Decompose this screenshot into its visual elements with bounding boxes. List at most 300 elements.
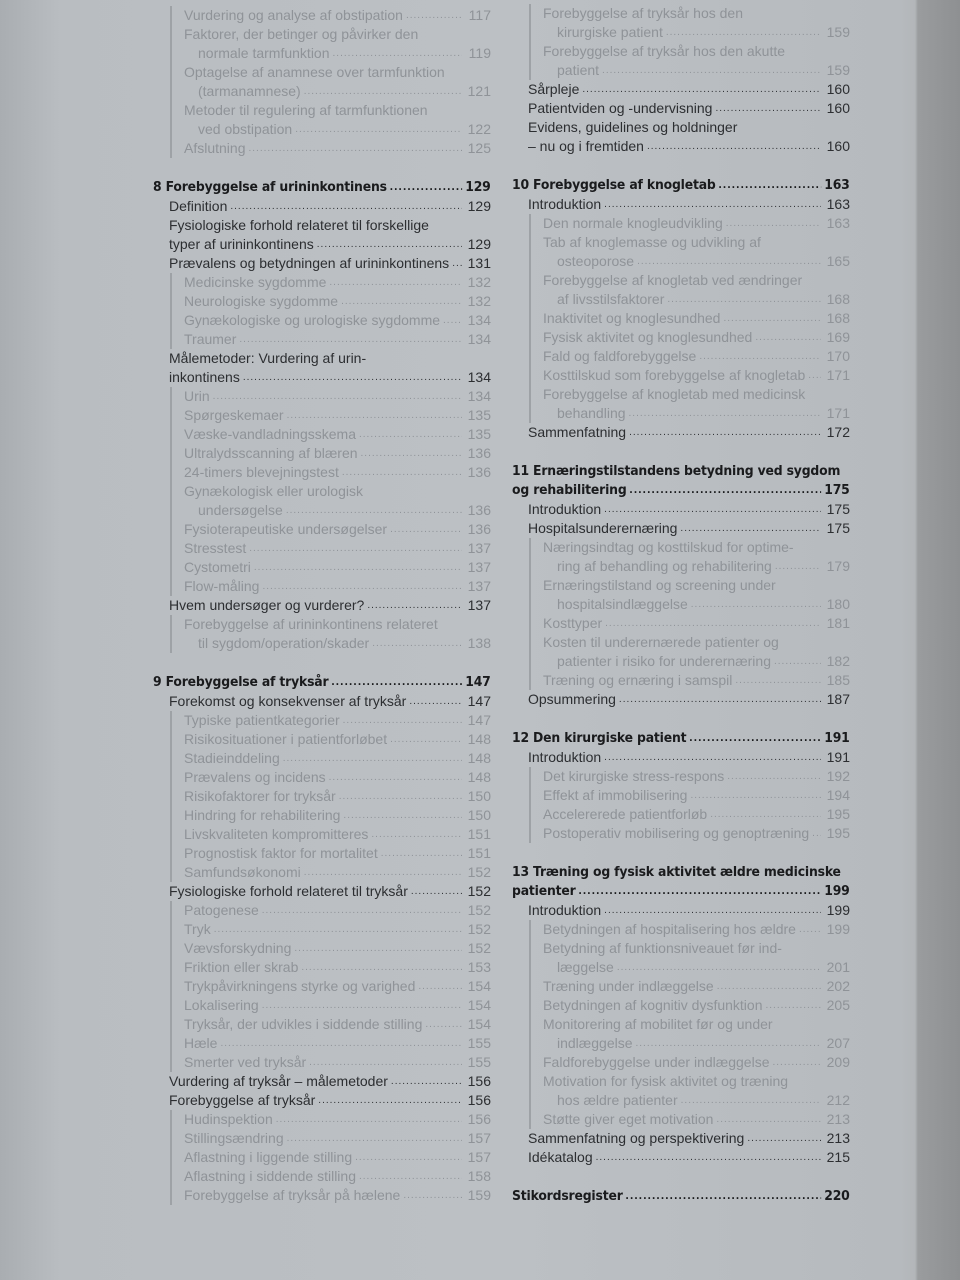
toc-page-number: 172: [826, 424, 850, 440]
toc-entry-title: Forebyggelse af tryksår hos den akutte: [543, 43, 786, 59]
toc-page-number: 159: [826, 62, 850, 78]
toc-page-number: 158: [467, 1168, 491, 1184]
toc-entry-title: Tryksår, der udvikles i siddende stilling: [184, 1016, 423, 1032]
toc-page-number: 205: [826, 997, 850, 1013]
toc-page-number: 191: [824, 730, 850, 746]
toc-page-number: 220: [824, 1188, 850, 1204]
toc-entry-line: [184, 501, 491, 520]
toc-page-number: 175: [826, 501, 850, 517]
toc-page-number: 175: [824, 482, 850, 498]
dot-leader: [283, 749, 462, 768]
dot-leader: [602, 61, 821, 80]
toc-entry-title: Fysiologiske forhold relateret til tryksår: [169, 883, 408, 899]
dot-leader: [406, 6, 462, 25]
toc-entry-line: [184, 939, 491, 958]
toc-entry-line: [184, 901, 491, 920]
toc-entry-title: Hvem undersøger og vurderer?: [169, 597, 365, 613]
toc-entry-line: [543, 4, 850, 23]
toc-entry-line: [512, 882, 850, 901]
toc-entry-line: [543, 366, 850, 385]
dot-leader: [605, 614, 821, 633]
toc-section-entry: [512, 500, 850, 519]
toc-entry-title: Hindring for rehabilitering: [184, 807, 341, 823]
dot-leader: [629, 404, 821, 423]
dot-leader: [304, 863, 462, 882]
dot-leader: [808, 366, 821, 385]
toc-page-number: 122: [467, 121, 491, 137]
dot-leader: [629, 423, 821, 442]
toc-entry-title: Ultralydsscanning af blæren: [184, 445, 358, 461]
toc-entry-line: [184, 539, 491, 558]
toc-entry-title: osteoporose: [557, 253, 635, 269]
dot-leader: [619, 690, 821, 709]
toc-entry-line: [512, 729, 850, 748]
toc-entry-line: [184, 63, 491, 82]
dot-leader: [329, 768, 462, 787]
toc-page-number: 148: [467, 769, 491, 785]
toc-entry-title: 10 Forebyggelse af knogletab: [512, 177, 716, 193]
toc-section-entry: [153, 692, 491, 711]
toc-entry-title: Stillingsændring: [184, 1130, 284, 1146]
toc-entry-line: [184, 1053, 491, 1072]
dot-leader: [390, 730, 462, 749]
dot-leader: [329, 273, 462, 292]
toc-entry-title: Stresstest: [184, 540, 247, 556]
dot-leader: [359, 425, 462, 444]
dot-leader: [617, 958, 821, 977]
dot-leader: [249, 539, 462, 558]
dot-leader: [747, 1129, 821, 1148]
toc-section-entry: [153, 1091, 491, 1110]
toc-entry-line: [184, 806, 491, 825]
toc-chapter-entry: [512, 863, 850, 901]
toc-entry-title: Optagelse af anamnese over tarmfunktion: [184, 64, 445, 80]
toc-chapter-entry: [512, 176, 850, 195]
toc-page-number: 152: [467, 940, 491, 956]
toc-entry-title: Betydningen af hospitalisering hos ældre: [543, 921, 796, 937]
toc-entry-line: [184, 387, 491, 406]
toc-page-number: 152: [467, 883, 491, 899]
toc-entry-line: [528, 519, 850, 538]
toc-subsection-entry: [170, 1129, 491, 1148]
toc-entry-line: [543, 557, 850, 576]
dot-leader: [343, 806, 462, 825]
toc-section-entry: [512, 1129, 850, 1148]
toc-subsection-entry: [529, 805, 850, 824]
dot-leader: [248, 139, 462, 158]
toc-page-number: 154: [467, 1016, 491, 1032]
toc-entry-title: Afslutning: [184, 140, 246, 156]
toc-page-number: 213: [826, 1130, 850, 1146]
toc-entry-title: Typiske patientkategorier: [184, 712, 340, 728]
toc-subsection-entry: [170, 939, 491, 958]
dot-leader: [710, 805, 821, 824]
toc-entry-line: [543, 252, 850, 271]
toc-subsection-entry: [529, 538, 850, 576]
dot-leader: [333, 44, 462, 63]
toc-subsection-entry: [170, 406, 491, 425]
toc-entry-title: Sammenfatning: [528, 424, 627, 440]
toc-entry-title: Kosten til underernærede patienter og: [543, 634, 779, 650]
toc-entry-line: [543, 633, 850, 652]
toc-subsection-entry: [170, 920, 491, 939]
dot-leader: [276, 1110, 462, 1129]
toc-page-number: 134: [467, 331, 491, 347]
toc-page-number: 148: [467, 750, 491, 766]
toc-entry-title: Hospitalsunderernæring: [528, 520, 678, 536]
toc-entry-title: Prævalens og incidens: [184, 769, 326, 785]
toc-entry-line: [184, 996, 491, 1015]
toc-subsection-entry: [170, 615, 491, 653]
toc-entry-title: Træning og ernæring i samspil: [543, 672, 733, 688]
dot-leader: [381, 844, 462, 863]
toc-page-number: 213: [826, 1111, 850, 1127]
toc-page-number: 157: [467, 1149, 491, 1165]
toc-page-number: 125: [467, 140, 491, 156]
toc-page-number: 137: [467, 578, 491, 594]
toc-page-number: 147: [467, 693, 491, 709]
toc-page-number: 179: [826, 558, 850, 574]
toc-entry-line: [528, 690, 850, 709]
dot-leader: [359, 1167, 462, 1186]
toc-entry-line: [528, 99, 850, 118]
toc-subsection-entry: [170, 330, 491, 349]
toc-entry-title: og rehabilitering: [512, 482, 627, 498]
dot-leader: [755, 328, 821, 347]
dot-leader: [637, 252, 821, 271]
toc-page-number: 156: [467, 1111, 491, 1127]
toc-section-entry: [153, 349, 491, 387]
toc-section-entry: [512, 99, 850, 118]
toc-page-number: 134: [467, 312, 491, 328]
toc-entry-title: Vurdering og analyse af obstipation: [184, 7, 403, 23]
toc-entry-title: Inaktivitet og knoglesundhed: [543, 310, 721, 326]
toc-entry-line: [153, 673, 491, 692]
toc-page-number: 119: [468, 45, 491, 61]
toc-page-number: 121: [467, 83, 491, 99]
toc-entry-title: Traumer: [184, 331, 237, 347]
toc-entry-line: [184, 634, 491, 653]
toc-subsection-entry: [529, 309, 850, 328]
toc-subsection-entry: [529, 233, 850, 271]
toc-subsection-entry: [170, 730, 491, 749]
toc-entry-line: [184, 1110, 491, 1129]
dot-leader: [342, 463, 462, 482]
toc-entry-line: [543, 1110, 850, 1129]
toc-page-number: 150: [467, 788, 491, 804]
toc-entry-line: [184, 787, 491, 806]
toc-entry-line: [543, 652, 850, 671]
toc-subsection-entry: [170, 539, 491, 558]
toc-entry-title: Støtte giver eget motivation: [543, 1111, 714, 1127]
toc-entry-line: [512, 462, 850, 481]
dot-leader: [295, 120, 462, 139]
toc-entry-title: 8 Forebyggelse af urininkontinens: [153, 179, 387, 195]
toc-entry-line: [184, 558, 491, 577]
toc-entry-line: [543, 23, 850, 42]
toc-entry-line: [184, 463, 491, 482]
toc-entry-line: [184, 1015, 491, 1034]
toc-subsection-entry: [529, 347, 850, 366]
toc-entry-line: [169, 197, 491, 216]
toc-entry-line: [543, 805, 850, 824]
toc-subsection-entry: [170, 463, 491, 482]
toc-section-entry: [153, 254, 491, 273]
toc-subsection-entry: [170, 1148, 491, 1167]
toc-entry-line: [528, 80, 850, 99]
toc-entry-title: Friktion eller skrab: [184, 959, 299, 975]
dot-leader: [371, 825, 462, 844]
toc-page-number: 187: [826, 691, 850, 707]
toc-subsection-entry: [170, 1034, 491, 1053]
toc-entry-title: læggelse: [557, 959, 614, 975]
toc-entry-title: Stikordsregister: [512, 1188, 623, 1204]
toc-entry-title: Motivation for fysisk aktivitet og træning: [543, 1073, 789, 1089]
toc-chapter-entry: [153, 673, 491, 692]
toc-subsection-entry: [170, 558, 491, 577]
toc-entry-title: Betydningen af kognitiv dysfunktion: [543, 997, 763, 1013]
toc-subsection-entry: [529, 977, 850, 996]
dot-leader: [409, 692, 462, 711]
toc-page-number: 160: [826, 100, 850, 116]
toc-entry-title: Metoder til regulering af tarmfunktionen: [184, 102, 428, 118]
dot-leader: [341, 292, 462, 311]
toc-page-number: 168: [826, 310, 850, 326]
toc-entry-title: Forebyggelse af tryksår på hælene: [184, 1187, 401, 1203]
toc-page-number: 138: [467, 635, 491, 651]
toc-entry-title: Introduktion: [528, 749, 602, 765]
toc-entry-line: [528, 423, 850, 442]
toc-entry-line: [169, 349, 491, 368]
toc-section-entry: [153, 197, 491, 216]
toc-page-number: 159: [826, 24, 850, 40]
toc-entry-line: [543, 214, 850, 233]
toc-subsection-entry: [170, 444, 491, 463]
toc-entry-line: [169, 254, 491, 273]
toc-entry-title: Fysioterapeutiske undersøgelser: [184, 521, 388, 537]
dot-leader: [604, 748, 821, 767]
toc-subsection-entry: [529, 576, 850, 614]
dot-leader: [343, 711, 462, 730]
toc-section-entry: [512, 901, 850, 920]
toc-entry-title: hospitalsindlæggelse: [557, 596, 688, 612]
toc-entry-title: typer af urininkontinens: [169, 236, 314, 252]
dot-leader: [287, 406, 462, 425]
toc-entry-line: [169, 235, 491, 254]
toc-chapter-entry: [512, 1187, 850, 1206]
dot-leader: [304, 82, 462, 101]
toc-entry-title: Opsummering: [528, 691, 616, 707]
toc-entry-line: [543, 958, 850, 977]
toc-page-number: 154: [467, 978, 491, 994]
toc-entry-line: [543, 347, 850, 366]
dot-leader: [582, 80, 821, 99]
dot-leader: [723, 309, 821, 328]
toc-page-number: 154: [467, 997, 491, 1013]
toc-page-number: 165: [826, 253, 850, 269]
dot-leader: [214, 920, 462, 939]
toc-entry-line: [184, 863, 491, 882]
toc-entry-title: behandling: [557, 405, 626, 421]
toc-subsection-entry: [170, 863, 491, 882]
toc-entry-title: Forebyggelse af tryksår: [169, 1092, 316, 1108]
toc-entry-line: [543, 1091, 850, 1110]
toc-entry-title: Introduktion: [528, 501, 602, 517]
dot-leader: [774, 652, 821, 671]
toc-entry-line: [184, 958, 491, 977]
toc-entry-line: [543, 996, 850, 1015]
toc-column-left: [153, 6, 491, 1205]
toc-entry-title: Forebyggelse af urininkontinens relateret: [184, 616, 438, 632]
toc-entry-line: [528, 1148, 850, 1167]
dot-leader: [254, 558, 462, 577]
toc-entry-line: [184, 139, 491, 158]
toc-subsection-entry: [529, 671, 850, 690]
dot-leader: [691, 595, 821, 614]
toc-page-number: 137: [467, 540, 491, 556]
toc-entry-line: [543, 385, 850, 404]
toc-entry-line: [543, 977, 850, 996]
dot-leader: [812, 824, 821, 843]
toc-section-entry: [153, 216, 491, 254]
toc-chapter-entry: [153, 178, 491, 197]
toc-entry-title: Postoperativ mobilisering og genoptræning: [543, 825, 810, 841]
toc-section-entry: [512, 519, 850, 538]
dot-leader: [578, 882, 821, 901]
toc-entry-line: [528, 137, 850, 156]
toc-page-number: 155: [467, 1054, 491, 1070]
toc-entry-line: [169, 882, 491, 901]
toc-subsection-entry: [529, 824, 850, 843]
dot-leader: [213, 387, 462, 406]
toc-entry-line: [543, 271, 850, 290]
toc-entry-line: [184, 425, 491, 444]
toc-page-number: 180: [826, 596, 850, 612]
toc-page-number: 137: [467, 559, 491, 575]
dot-leader: [718, 176, 821, 195]
toc-entry-title: ved obstipation: [198, 121, 293, 137]
toc-entry-title: Introduktion: [528, 196, 602, 212]
toc-section-entry: [512, 690, 850, 709]
toc-page-number: 136: [467, 445, 491, 461]
dot-leader: [452, 254, 462, 273]
toc-entry-line: [184, 406, 491, 425]
toc-entry-title: patienter: [512, 883, 576, 899]
dot-leader: [690, 786, 821, 805]
toc-page-number: 160: [826, 138, 850, 154]
toc-page-number: 156: [467, 1073, 491, 1089]
toc-entry-title: Definition: [169, 198, 228, 214]
dot-leader: [775, 557, 821, 576]
dot-leader: [604, 195, 821, 214]
toc-entry-title: Prognostisk faktor for mortalitet: [184, 845, 378, 861]
toc-page-number: 129: [467, 198, 491, 214]
toc-entry-title: Idékatalog: [528, 1149, 593, 1165]
toc-page-number: 199: [826, 902, 850, 918]
toc-entry-title: Vævsforskydning: [184, 940, 292, 956]
toc-subsection-entry: [170, 1053, 491, 1072]
toc-entry-title: Effekt af immobilisering: [543, 787, 688, 803]
toc-page-number: 201: [826, 959, 850, 975]
toc-page-number: 182: [826, 653, 850, 669]
toc-page-number: 132: [467, 274, 491, 290]
toc-entry-line: [528, 195, 850, 214]
toc-entry-line: [184, 25, 491, 44]
dot-leader: [735, 671, 821, 690]
toc-entry-title: Lokalisering: [184, 997, 259, 1013]
toc-subsection-entry: [170, 1110, 491, 1129]
toc-page-number: 156: [467, 1092, 491, 1108]
toc-entry-line: [184, 844, 491, 863]
toc-entry-line: [169, 1072, 491, 1091]
toc-entry-line: [543, 786, 850, 805]
toc-entry-line: [184, 749, 491, 768]
dot-leader: [604, 500, 821, 519]
toc-entry-title: Træning under indlæggelse: [543, 978, 714, 994]
dot-leader: [629, 481, 821, 500]
toc-entry-line: [184, 615, 491, 634]
toc-entry-line: [543, 939, 850, 958]
toc-entry-line: [153, 178, 491, 197]
toc-page-number: 171: [826, 405, 850, 421]
toc-entry-title: Samfundsøkonomi: [184, 864, 301, 880]
toc-subsection-entry: [529, 1015, 850, 1053]
toc-entry-line: [184, 1148, 491, 1167]
toc-entry-title: Neurologiske sygdomme: [184, 293, 339, 309]
toc-subsection-entry: [529, 1110, 850, 1129]
toc-entry-title: kirurgiske patient: [557, 24, 663, 40]
toc-entry-line: [528, 901, 850, 920]
toc-entry-title: patient: [557, 62, 600, 78]
toc-entry-line: [543, 309, 850, 328]
toc-entry-title: Fysisk aktivitet og knoglesundhed: [543, 329, 753, 345]
toc-entry-line: [512, 863, 850, 882]
toc-entry-line: [184, 6, 491, 25]
toc-section-entry: [153, 1072, 491, 1091]
toc-entry-title: Fysiologiske forhold relateret til forskellige: [169, 217, 429, 233]
dot-leader: [666, 23, 821, 42]
toc-column-right: [512, 4, 850, 1206]
toc-entry-line: [543, 1072, 850, 1091]
toc-page-number: 134: [467, 388, 491, 404]
toc-subsection-entry: [529, 786, 850, 805]
toc-page-number: 175: [826, 520, 850, 536]
dot-leader: [309, 1053, 462, 1072]
toc-entry-title: Gynækologiske og urologiske sygdomme: [184, 312, 441, 328]
toc-entry-line: [543, 1053, 850, 1072]
toc-entry-title: Introduktion: [528, 902, 602, 918]
toc-page-number: 155: [467, 1035, 491, 1051]
toc-chapter-entry: [512, 462, 850, 500]
toc-section-entry: [153, 882, 491, 901]
toc-page-number: 199: [824, 883, 850, 899]
toc-page-number: 169: [826, 329, 850, 345]
toc-subsection-entry: [529, 214, 850, 233]
dot-leader: [411, 882, 462, 901]
toc-entry-line: [184, 1129, 491, 1148]
toc-page-number: 129: [467, 236, 491, 252]
toc-entry-title: Gynækologisk eller urologisk: [184, 483, 363, 499]
toc-entry-line: [169, 596, 491, 615]
toc-entry-line: [184, 311, 491, 330]
toc-page-number: 129: [465, 179, 491, 195]
toc-section-entry: [512, 1148, 850, 1167]
toc-entry-line: [184, 711, 491, 730]
toc-entry-title: Trykpåvirkningens styrke og varighed: [184, 978, 416, 994]
toc-subsection-entry: [529, 920, 850, 939]
toc-entry-line: [169, 216, 491, 235]
toc-entry-title: Flow-måling: [184, 578, 260, 594]
